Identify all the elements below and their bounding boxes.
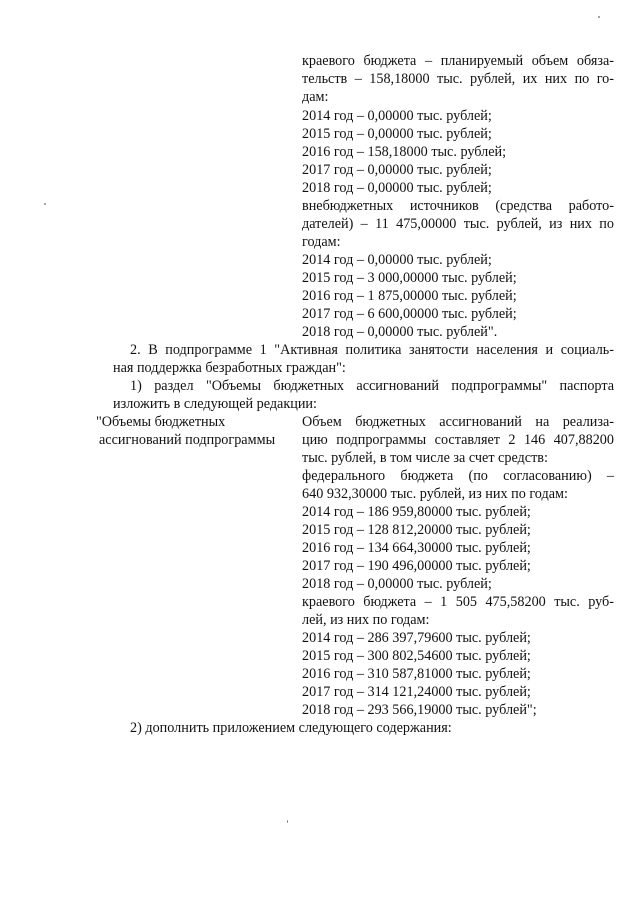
year-line: 2015 год – 128 812,20000 тыс. рублей; [302,522,531,538]
text-line: дателей) – 11 475,00000 тыс. рублей, из них по [302,216,614,232]
paragraph-line: изложить в следующей редакции: [113,396,317,412]
scan-speck [287,820,288,823]
year-line: 2016 год – 158,18000 тыс. рублей; [302,144,507,160]
year-line: 2015 год – 300 802,54600 тыс. рублей; [302,648,531,664]
text-line: внебюджетных источников (средства работо- [302,198,614,214]
year-line: 2018 год – 0,00000 тыс. рублей". [302,324,498,340]
table-label: ассигнований подпрограммы [99,432,276,448]
year-line: 2015 год – 3 000,00000 тыс. рублей; [302,270,517,286]
paragraph-line: 1) раздел "Объемы бюджетных ассигнований подпрограммы" паспорта [130,378,614,394]
table-value-line: Объем бюджетных ассигнований на реализа- [302,414,614,430]
table-value-line: цию подпрограммы составляет 2 146 407,88200 [302,432,614,448]
paragraph-line: 2) дополнить приложением следующего содержания: [130,720,452,736]
year-line: 2017 год – 0,00000 тыс. рублей; [302,162,492,178]
year-line: 2017 год – 314 121,24000 тыс. рублей; [302,684,531,700]
year-line: 2014 год – 0,00000 тыс. рублей; [302,252,492,268]
scan-speck [44,203,46,205]
year-line: 2014 год – 286 397,79600 тыс. рублей; [302,630,531,646]
year-line: 2017 год – 6 600,00000 тыс. рублей; [302,306,517,322]
table-value-line: лей, из них по годам: [302,612,430,628]
text-line: тельств – 158,18000 тыс. рублей, их них по го- [302,71,614,87]
year-line: 2017 год – 190 496,00000 тыс. рублей; [302,558,531,574]
paragraph-line: ная поддержка безработных граждан": [113,360,346,376]
year-line: 2014 год – 0,00000 тыс. рублей; [302,108,492,124]
year-line: 2016 год – 1 875,00000 тыс. рублей; [302,288,517,304]
year-line: 2018 год – 293 566,19000 тыс. рублей"; [302,702,537,718]
table-value-line: федерального бюджета (по согласованию) – [302,468,614,484]
text-line: годам: [302,234,341,250]
year-line: 2018 год – 0,00000 тыс. рублей; [302,576,492,592]
text-line: дам: [302,89,329,105]
table-value-line: тыс. рублей, в том числе за счет средств: [302,450,548,466]
year-line: 2016 год – 134 664,30000 тыс. рублей; [302,540,531,556]
text-line: краевого бюджета – планируемый объем обяза- [302,53,614,69]
table-value-line: 640 932,30000 тыс. рублей, из них по годам: [302,486,568,502]
table-value-line: краевого бюджета – 1 505 475,58200 тыс. руб- [302,594,614,610]
year-line: 2015 год – 0,00000 тыс. рублей; [302,126,492,142]
table-label: "Объемы бюджетных [96,414,226,430]
year-line: 2018 год – 0,00000 тыс. рублей; [302,180,492,196]
scan-speck [598,16,600,18]
year-line: 2016 год – 310 587,81000 тыс. рублей; [302,666,531,682]
paragraph-line: 2. В подпрограмме 1 "Активная политика занятости населения и социаль- [130,342,614,358]
year-line: 2014 год – 186 959,80000 тыс. рублей; [302,504,531,520]
